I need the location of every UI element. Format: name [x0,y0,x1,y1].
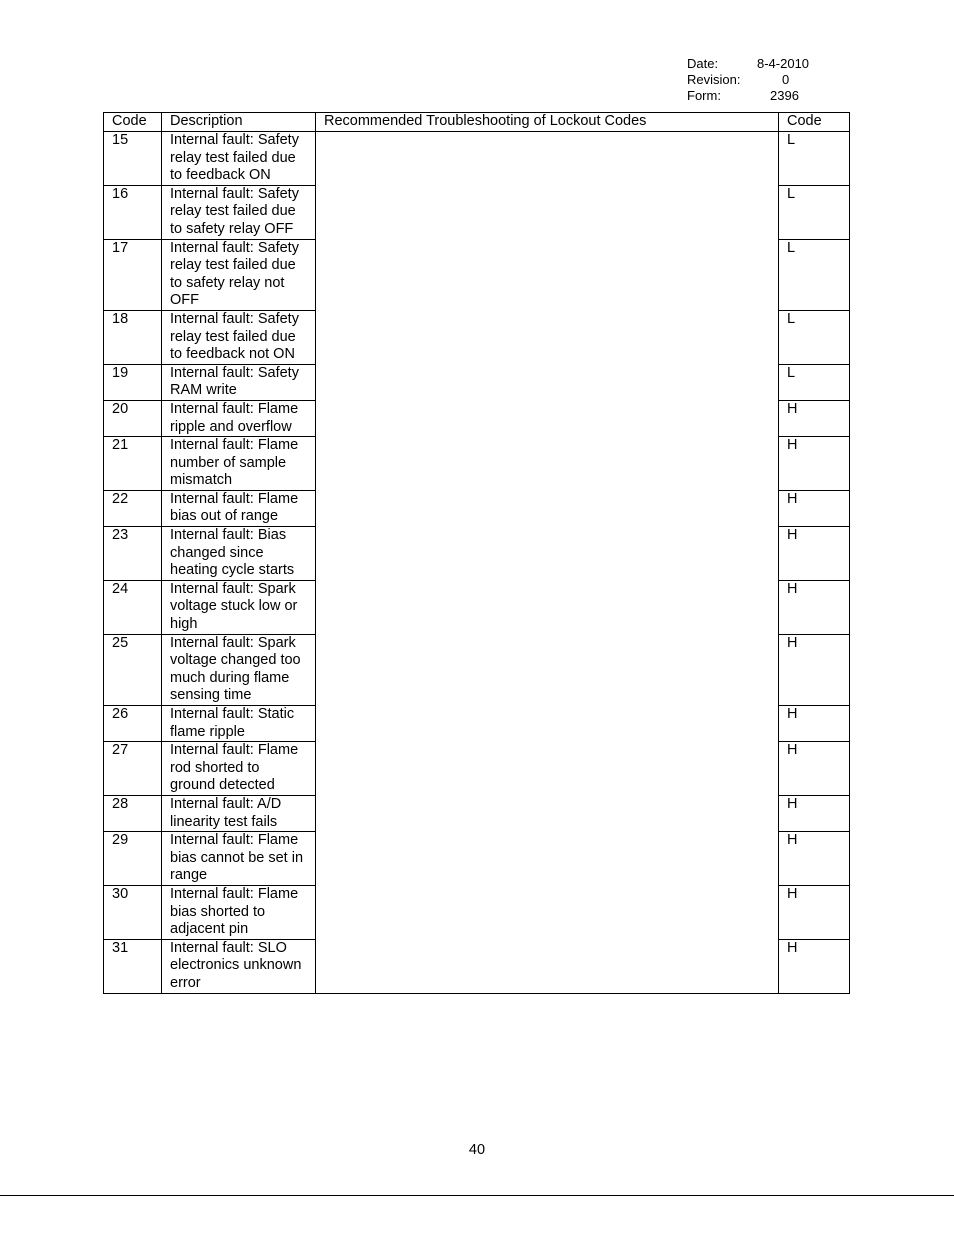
form-row [687,88,827,104]
table-body [104,132,850,994]
level-code-cell: H [779,832,850,886]
lockout-code-cell: 17 [104,239,162,310]
description-cell: Internal fault: A/D linearity test fails [162,795,316,831]
date-label: Date: [687,56,719,71]
description-cell: Internal fault: Safety relay test failed due to feedback ON [162,132,316,186]
table-header [104,113,850,132]
level-code-cell: H [779,490,850,526]
lockout-code-cell: 27 [104,742,162,796]
description-cell: Internal fault: Spark voltage changed too much during flame sensing time [162,634,316,705]
description-cell: Internal fault: Safety RAM write [162,364,316,400]
description-cell: Internal fault: Flame number of sample mismatch [162,437,316,491]
description-cell: Internal fault: Static flame ripple [162,706,316,742]
description-cell: Internal fault: Flame bias cannot be set in range [162,832,316,886]
header-row [104,113,850,132]
level-code-cell: L [779,239,850,310]
level-code-cell: H [779,527,850,581]
level-code-cell: H [779,400,850,436]
lockout-code-cell: 20 [104,400,162,436]
revision-row [687,72,827,88]
description-cell: Internal fault: Spark voltage stuck low or high [162,580,316,634]
description-cell: Internal fault: Safety relay test failed due to safety relay OFF [162,185,316,239]
description-cell: Internal fault: Flame bias out of range [162,490,316,526]
lockout-code-cell: 18 [104,310,162,364]
level-code-cell: L [779,310,850,364]
page-number: 40 [468,1142,486,1158]
description-cell: Internal fault: Safety relay test failed due to safety relay not OFF [162,239,316,310]
level-code-cell: L [779,132,850,186]
level-code-cell: H [779,634,850,705]
revision-label: Revision: [687,72,741,87]
level-code-cell: H [779,939,850,993]
column-header-description: Description [162,113,316,132]
level-code-cell: H [779,742,850,796]
level-code-cell: H [779,580,850,634]
date-row [687,56,827,72]
column-header-troubleshooting: Recommended Troubleshooting of Lockout Codes [316,113,779,132]
level-code-cell: L [779,364,850,400]
lockout-code-cell: 22 [104,490,162,526]
lockout-code-cell: 29 [104,832,162,886]
level-code-cell: L [779,185,850,239]
level-code-cell: H [779,885,850,939]
lockout-code-cell: 16 [104,185,162,239]
footer-divider [0,1195,954,1196]
level-code-cell: H [779,437,850,491]
column-header-level-code: Code [779,113,850,132]
description-cell: Internal fault: Bias changed since heating cycle starts [162,527,316,581]
lockout-code-cell: 23 [104,527,162,581]
document-header [687,56,827,104]
lockout-code-cell: 15 [104,132,162,186]
lockout-code-cell: 30 [104,885,162,939]
description-cell: Internal fault: Safety relay test failed due to feedback not ON [162,310,316,364]
description-cell: Internal fault: Flame bias shorted to adjacent pin [162,885,316,939]
lockout-code-cell: 25 [104,634,162,705]
description-cell: Internal fault: Flame rod shorted to ground detected [162,742,316,796]
lockout-code-cell: 21 [104,437,162,491]
table-row [104,132,850,186]
description-cell: Internal fault: SLO electronics unknown error [162,939,316,993]
lockout-code-cell: 24 [104,580,162,634]
column-header-code: Code [104,113,162,132]
lockout-code-cell: 19 [104,364,162,400]
level-code-cell: H [779,795,850,831]
revision-value: 0 [782,72,790,87]
description-cell: Internal fault: Flame ripple and overflow [162,400,316,436]
form-label: Form: [687,88,721,103]
lockout-code-cell: 28 [104,795,162,831]
lockout-codes-table [103,112,850,994]
lockout-code-cell: 31 [104,939,162,993]
form-value: 2396 [770,88,799,103]
lockout-code-cell: 26 [104,706,162,742]
level-code-cell: H [779,706,850,742]
date-value: 8-4-2010 [757,56,810,71]
troubleshooting-cell [316,132,779,994]
